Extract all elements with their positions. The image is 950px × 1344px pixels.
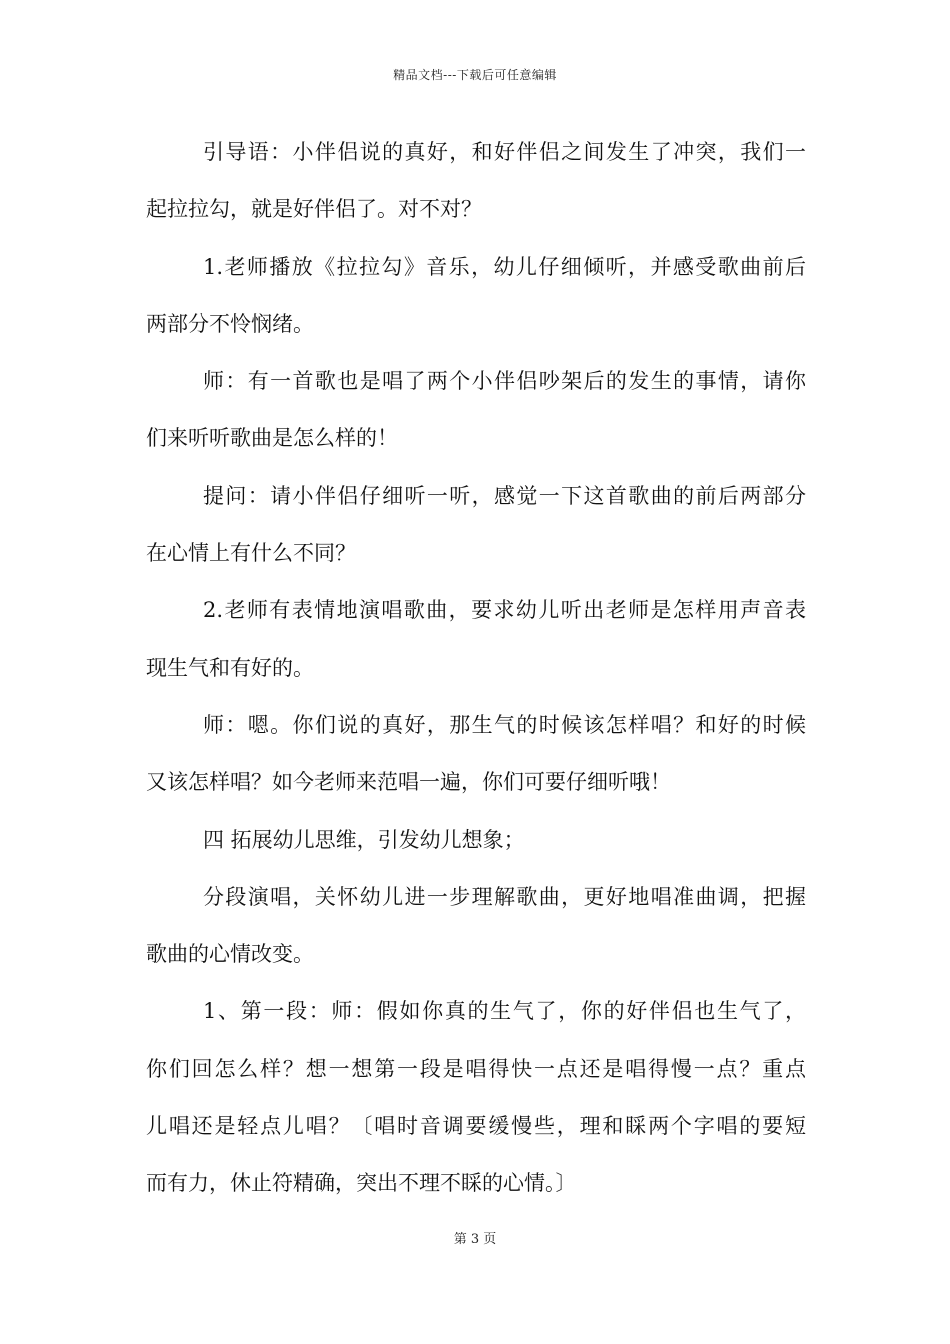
document-body — [146, 130, 806, 1219]
text-line: 们来听听歌曲是怎么样的！ — [146, 426, 398, 451]
text-line: 提问：请小伴侣仔细听一听，感觉一下这首歌曲的前后两部分 — [203, 483, 806, 508]
text-line: 起拉拉勾，就是好伴侣了。对不对？ — [146, 197, 482, 222]
text-line: 而有力，休止符精确，突出不理不睬的心情。〕 — [146, 1171, 577, 1196]
text-line: 你们回怎么样？想一想第一段是唱得快一点还是唱得慢一点？重点 — [146, 1056, 806, 1081]
text-line: 歌曲的心情改变。 — [146, 942, 314, 967]
text-line: 师：嗯。你们说的真好，那生气的时候该怎样唱？和好的时候 — [203, 712, 806, 737]
text-line: 1、第一段：师：假如你真的生气了，你的好伴侣也生气了， — [203, 999, 806, 1024]
section-heading: 四 拓展幼儿思维，引发幼儿想象； — [203, 827, 525, 852]
text-line: 现生气和有好的。 — [146, 655, 314, 680]
text-line: 师：有一首歌也是唱了两个小伴侣吵架后的发生的事情，请你 — [203, 369, 806, 394]
page-number: 第 3 页 — [453, 1232, 497, 1247]
text-line: 儿唱还是轻点儿唱？〔唱时音调要缓慢些，理和睬两个字唱的要短 — [146, 1114, 806, 1139]
text-line: 分段演唱，关怀幼儿进一步理解歌曲，更好地唱准曲调，把握 — [203, 884, 806, 909]
page-header: 精品文档---下载后可任意编辑 — [393, 68, 557, 82]
text-line: 2.老师有表情地演唱歌曲，要求幼儿听出老师是怎样用声音表 — [203, 598, 806, 623]
text-line: 两部分不怜悯绪。 — [146, 311, 314, 336]
text-line: 引导语：小伴侣说的真好，和好伴侣之间发生了冲突，我们一 — [203, 140, 806, 164]
text-line: 1.老师播放《拉拉勾》音乐，幼儿仔细倾听，并感受歌曲前后 — [203, 254, 806, 279]
text-line: 在心情上有什么不同？ — [146, 541, 356, 566]
text-line: 又该怎样唱？如今老师来范唱一遍，你们可要仔细听哦！ — [146, 770, 671, 795]
